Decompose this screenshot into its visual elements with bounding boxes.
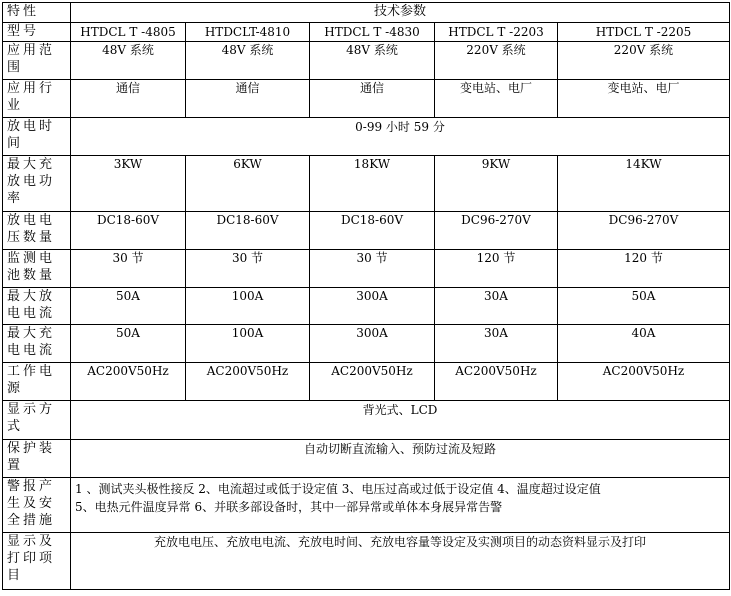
model-cell: HTDCLT-4810 — [186, 23, 310, 42]
value-cell: 48V 系统 — [310, 42, 435, 80]
row-label: 显示方式 — [3, 401, 71, 440]
spec-table — [2, 2, 730, 590]
table-row — [3, 42, 730, 80]
table-row — [3, 401, 730, 440]
value-cell: 9KW — [435, 156, 558, 212]
row-label: 放电时间 — [3, 118, 71, 156]
value-cell: DC18-60V — [310, 212, 435, 250]
value-cell: 50A — [558, 288, 730, 325]
value-cell: 变电站、电厂 — [558, 80, 730, 118]
value-cell: DC18-60V — [186, 212, 310, 250]
row-label: 监测电池数量 — [3, 250, 71, 288]
alarm-line: 1 、测试夹头极性接反 2、电流超过或低于设定值 3、电压过高或过低于设定值 4、温度超过设定值 — [75, 482, 601, 496]
span-cell: 自动切断直流输入、预防过流及短路 — [71, 440, 730, 478]
value-cell: 220V 系统 — [435, 42, 558, 80]
span-cell: 充放电电压、充放电电流、充放电时间、充放电容量等设定及实测项目的动态资料显示及打印 — [71, 533, 730, 590]
span-cell — [71, 478, 730, 533]
table-row — [3, 212, 730, 250]
row-label: 保护装置 — [3, 440, 71, 478]
value-cell: 300A — [310, 288, 435, 325]
value-cell: 变电站、电厂 — [435, 80, 558, 118]
model-cell: HTDCL T -2205 — [558, 23, 730, 42]
table-row — [3, 363, 730, 401]
value-cell: 300A — [310, 325, 435, 363]
row-label: 最大充电电流 — [3, 325, 71, 363]
row-label: 最大充放电功率 — [3, 156, 71, 212]
row-label: 最大放电电流 — [3, 288, 71, 325]
header-label: 特性 — [3, 3, 71, 23]
value-cell: 100A — [186, 325, 310, 363]
row-label: 警报产生及安全措施 — [3, 478, 71, 533]
row-label: 型号 — [3, 23, 71, 42]
header-title: 技术参数 — [71, 3, 730, 23]
value-cell: 120 节 — [435, 250, 558, 288]
value-cell: DC96-270V — [435, 212, 558, 250]
value-cell: 100A — [186, 288, 310, 325]
table-row — [3, 118, 730, 156]
header-row — [3, 3, 730, 23]
value-cell: 50A — [71, 325, 186, 363]
table-row — [3, 250, 730, 288]
model-row — [3, 23, 730, 42]
value-cell: 6KW — [186, 156, 310, 212]
value-cell: 30 节 — [310, 250, 435, 288]
model-cell: HTDCL T -4830 — [310, 23, 435, 42]
table-row — [3, 80, 730, 118]
table-row — [3, 533, 730, 590]
model-cell: HTDCL T -2203 — [435, 23, 558, 42]
value-cell: AC200V50Hz — [558, 363, 730, 401]
value-cell: AC200V50Hz — [435, 363, 558, 401]
table-row — [3, 440, 730, 478]
span-cell: 0-99 小时 59 分 — [71, 118, 730, 156]
row-label: 显示及打印项目 — [3, 533, 71, 590]
table-row — [3, 288, 730, 325]
value-cell: AC200V50Hz — [71, 363, 186, 401]
value-cell: 40A — [558, 325, 730, 363]
value-cell: 48V 系统 — [186, 42, 310, 80]
row-label: 放电电压数量 — [3, 212, 71, 250]
value-cell: DC96-270V — [558, 212, 730, 250]
table-row — [3, 478, 730, 533]
value-cell: 48V 系统 — [71, 42, 186, 80]
value-cell: 30 节 — [186, 250, 310, 288]
row-label: 应用行业 — [3, 80, 71, 118]
table-row — [3, 156, 730, 212]
span-cell: 背光式、LCD — [71, 401, 730, 440]
value-cell: 3KW — [71, 156, 186, 212]
row-label: 工作电源 — [3, 363, 71, 401]
value-cell: AC200V50Hz — [310, 363, 435, 401]
value-cell: 30A — [435, 288, 558, 325]
value-cell: 120 节 — [558, 250, 730, 288]
value-cell: DC18-60V — [71, 212, 186, 250]
value-cell: 30 节 — [71, 250, 186, 288]
value-cell: 通信 — [310, 80, 435, 118]
value-cell: 50A — [71, 288, 186, 325]
table-row — [3, 325, 730, 363]
value-cell: 通信 — [71, 80, 186, 118]
value-cell: 30A — [435, 325, 558, 363]
model-cell: HTDCL T -4805 — [71, 23, 186, 42]
value-cell: 220V 系统 — [558, 42, 730, 80]
value-cell: 14KW — [558, 156, 730, 212]
row-label: 应用范围 — [3, 42, 71, 80]
alarm-line: 5、电热元件温度异常 6、并联多部设备时，其中一部异常或单体本身展异常告警 — [75, 500, 503, 514]
value-cell: AC200V50Hz — [186, 363, 310, 401]
value-cell: 18KW — [310, 156, 435, 212]
value-cell: 通信 — [186, 80, 310, 118]
